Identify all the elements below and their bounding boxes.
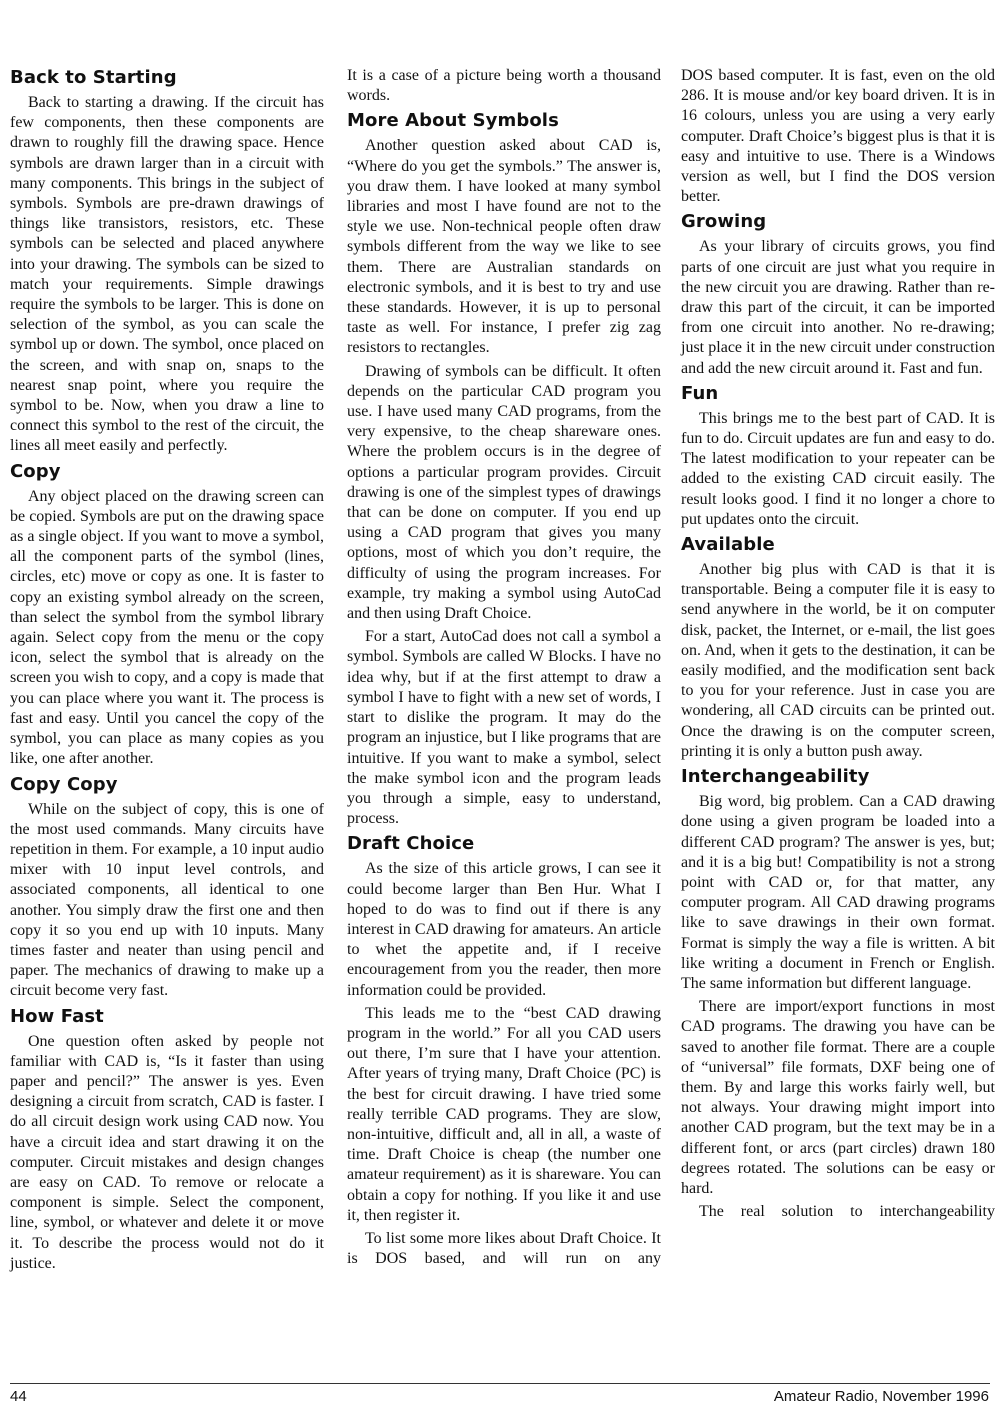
section-heading: Copy Copy (10, 773, 118, 795)
body-paragraph: This brings me to the best part of CAD. It is fun to do. Circuit updates are fun and easy to do. The latest modification to your repeater can be added to the existing CAD circuit easily. The result looks good. I find it no longer a chore to put updates onto the circuit. (681, 409, 995, 528)
section-heading: More About Symbols (347, 110, 559, 132)
section-heading: Copy (10, 460, 61, 482)
body-paragraph: To list some more likes about Draft Choice. It is DOS based, and will run on any (347, 1229, 661, 1268)
section-heading: Available (681, 534, 775, 556)
article-column-2 (347, 66, 661, 1272)
section-heading: How Fast (10, 1005, 104, 1027)
body-paragraph: While on the subject of copy, this is one of the most used commands. Many circuits have repetition in them. For example, a 10 input audio mixer with 10 input level controls, and associated components, all identical to one another. You simply draw the first one and then copy it so you end up with 10 inputs. Many times faster and neater than using pencil and paper. The mechanics of drawing to make up a circuit become very fast. (10, 800, 324, 1000)
body-paragraph: Any object placed on the drawing screen can be copied. Symbols are put on the drawing space as a single object. If you want to move a symbol, all the component parts of the symbol (lines, circles, etc) move or copy as one. It is faster to copy an existing symbol already on the screen, than select the symbol from the symbol library again. Select copy from the menu or the copy icon, select the symbol that is already on the screen you wish to copy, and a copy is made that you can place where you want it. The process is fast and easy. Until you cancel the copy of the symbol, you can place as many copies as you like, one after another. (10, 487, 324, 768)
section-heading: Growing (681, 211, 767, 233)
body-paragraph: It is a case of a picture being worth a thousand words. (347, 67, 661, 105)
footer-rule (10, 1383, 990, 1384)
body-paragraph: As your library of circuits grows, you find parts of one circuit are just what you require in the new circuit you are drawing. Rather than re-draw this part of the circuit, it can be imported from one circuit into another. No re-drawing; just place it in the new circuit under construction and add the new circuit around it. Fast and fun. (681, 238, 995, 377)
section-heading: Interchangeability (681, 766, 870, 788)
article-column-3 (681, 66, 995, 1225)
body-paragraph: One question often asked by people not familiar with CAD is, “Is it faster than using paper and pencil?” The answer is yes. Even designing a circuit from scratch, CAD is faster. I do all circuit design work using CAD now. You have a circuit idea and start drawing it on the computer. Circuit mistakes and design changes are easy on CAD. To remove or relocate a component is simple. Select the component, line, symbol, or whatever and delete it or move it. To describe the process would not do it justice. (10, 1032, 324, 1272)
magazine-issue-info: Amateur Radio, November 1996 (773, 1388, 989, 1405)
body-paragraph: DOS based computer. It is fast, even on the old 286. It is mouse and/or key board driven. It is in 16 colours, unless you are using a very early computer. Draft Choice’s biggest plus is that it is easy and intuitive to use. There is a Windows version as well, but I find the DOS version better. (681, 67, 995, 206)
section-heading: Draft Choice (347, 833, 475, 855)
page-number: 44 (10, 1388, 27, 1405)
section-heading: Back to Starting (10, 67, 177, 88)
body-paragraph: Another question asked about CAD is, “Where do you get the symbols.” The answer is, you draw them. I have looked at many symbol libraries and most I have found are not to the style we use. Non-technical people often draw symbols different from the way we like to see them. There are Australian standards on electronic symbols, and it is best to try and use these standards. However, it is up to personal taste as well. For instance, I prefer zig zag resistors to rectangles. (347, 137, 661, 357)
body-paragraph: This leads me to the “best CAD drawing program in the world.” For all you CAD users out there, I’m sure that I have your attention. After years of trying many, Draft Choice (PC) is the best for circuit drawing. I have tried some really terrible CAD programs. They are slow, non-intuitive, difficult and, all in all, a waste of time. Draft Choice is cheap (the number one amateur requirement) as it is shareware. You can obtain a copy for nothing. If you like it and use it, then register it. (347, 1004, 661, 1224)
body-paragraph: Big word, big problem. Can a CAD drawing done using a given program be loaded into a different CAD program? The answer is yes, but; and it is a big but! Compatibility is not a strong point with CAD or, for that matter, any computer program. All CAD drawing programs like to save drawings in their own format. Format is simply the way a file is written. A bit like writing a document in French or English. The same information but different language. (681, 793, 995, 992)
body-paragraph: There are import/export functions in most CAD programs. The drawing you have can be saved to another file format. There are a couple of “universal” file formats, DXF being one of them. By and large this works fairly well, but not always. Your drawing might import into another CAD program, but the text may be in a different font, or arcs (part circles) drawn 180 degrees rotated. The solutions can be easy or hard. (681, 998, 995, 1197)
body-paragraph: For a start, AutoCad does not call a symbol a symbol. Symbols are called W Blocks. I have no idea why, but if at the first attempt to draw a symbol I have to fight with a new set of words, I start to dislike the program. It may do the program an injustice, but I like programs that are intuitive. If you want to make a symbol, select the make symbol icon and the program leads you through a simple, easy to understand, process. (347, 628, 661, 828)
article-column-1 (10, 66, 324, 1277)
section-heading: Fun (681, 382, 719, 404)
body-paragraph: As the size of this article grows, I can see it could become larger than Ben Hur. What I hoped to do was to find out if there is any interest in CAD drawing for amateurs. An article to whet the appetite and, if I receive encouragement from you the reader, then more information could be provided. (347, 860, 661, 999)
body-paragraph: Back to starting a drawing. If the circuit has few components, then these components are drawn to roughly fill the drawing space. Hence symbols are drawn larger than in a circuit with many components. This brings in the subject of symbols. Symbols are pre-drawn drawings of things like transistors, resistors, etc. These symbols can be selected and placed anywhere into your drawing. The symbols can be sized to match your requirements. Simple drawings require the symbols to be larger. This is done on selection of the symbol, as you can scale the symbol up or down. The symbol, once placed on the screen, and with snap on, snaps to the nearest snap point, where you require the symbol to be. Now, when you draw a line to connect this symbol to the rest of the circuit, the lines all meet easily and perfectly. (10, 94, 324, 455)
body-paragraph: The real solution to interchangeability (699, 1203, 995, 1221)
body-paragraph: Another big plus with CAD is that it is transportable. Being a computer file it is easy to send anywhere in the world, be it on computer disk, packet, the Internet, or e-mail, the list goes on. And, when it gets to the destination, it can be easily modified, and the modification sent back to you for your reference. Just in case you are wondering, all CAD circuits can be printed out. Once the drawing is on the computer screen, printing it is only a button push away. (681, 561, 995, 760)
body-paragraph: Drawing of symbols can be difficult. It often depends on the particular CAD program you use. I have used many CAD programs, from the very expensive, to the cheap shareware ones. Where the problem occurs is in the degree of options a particular program provides. Circuit drawing is one of the simplest types of drawings that can be done on computer. If you end up using a CAD program that gives you many options, most of which you don’t require, the difficulty of using the program increases. For example, try making a symbol using AutoCad and then using Draft Choice. (347, 362, 661, 623)
